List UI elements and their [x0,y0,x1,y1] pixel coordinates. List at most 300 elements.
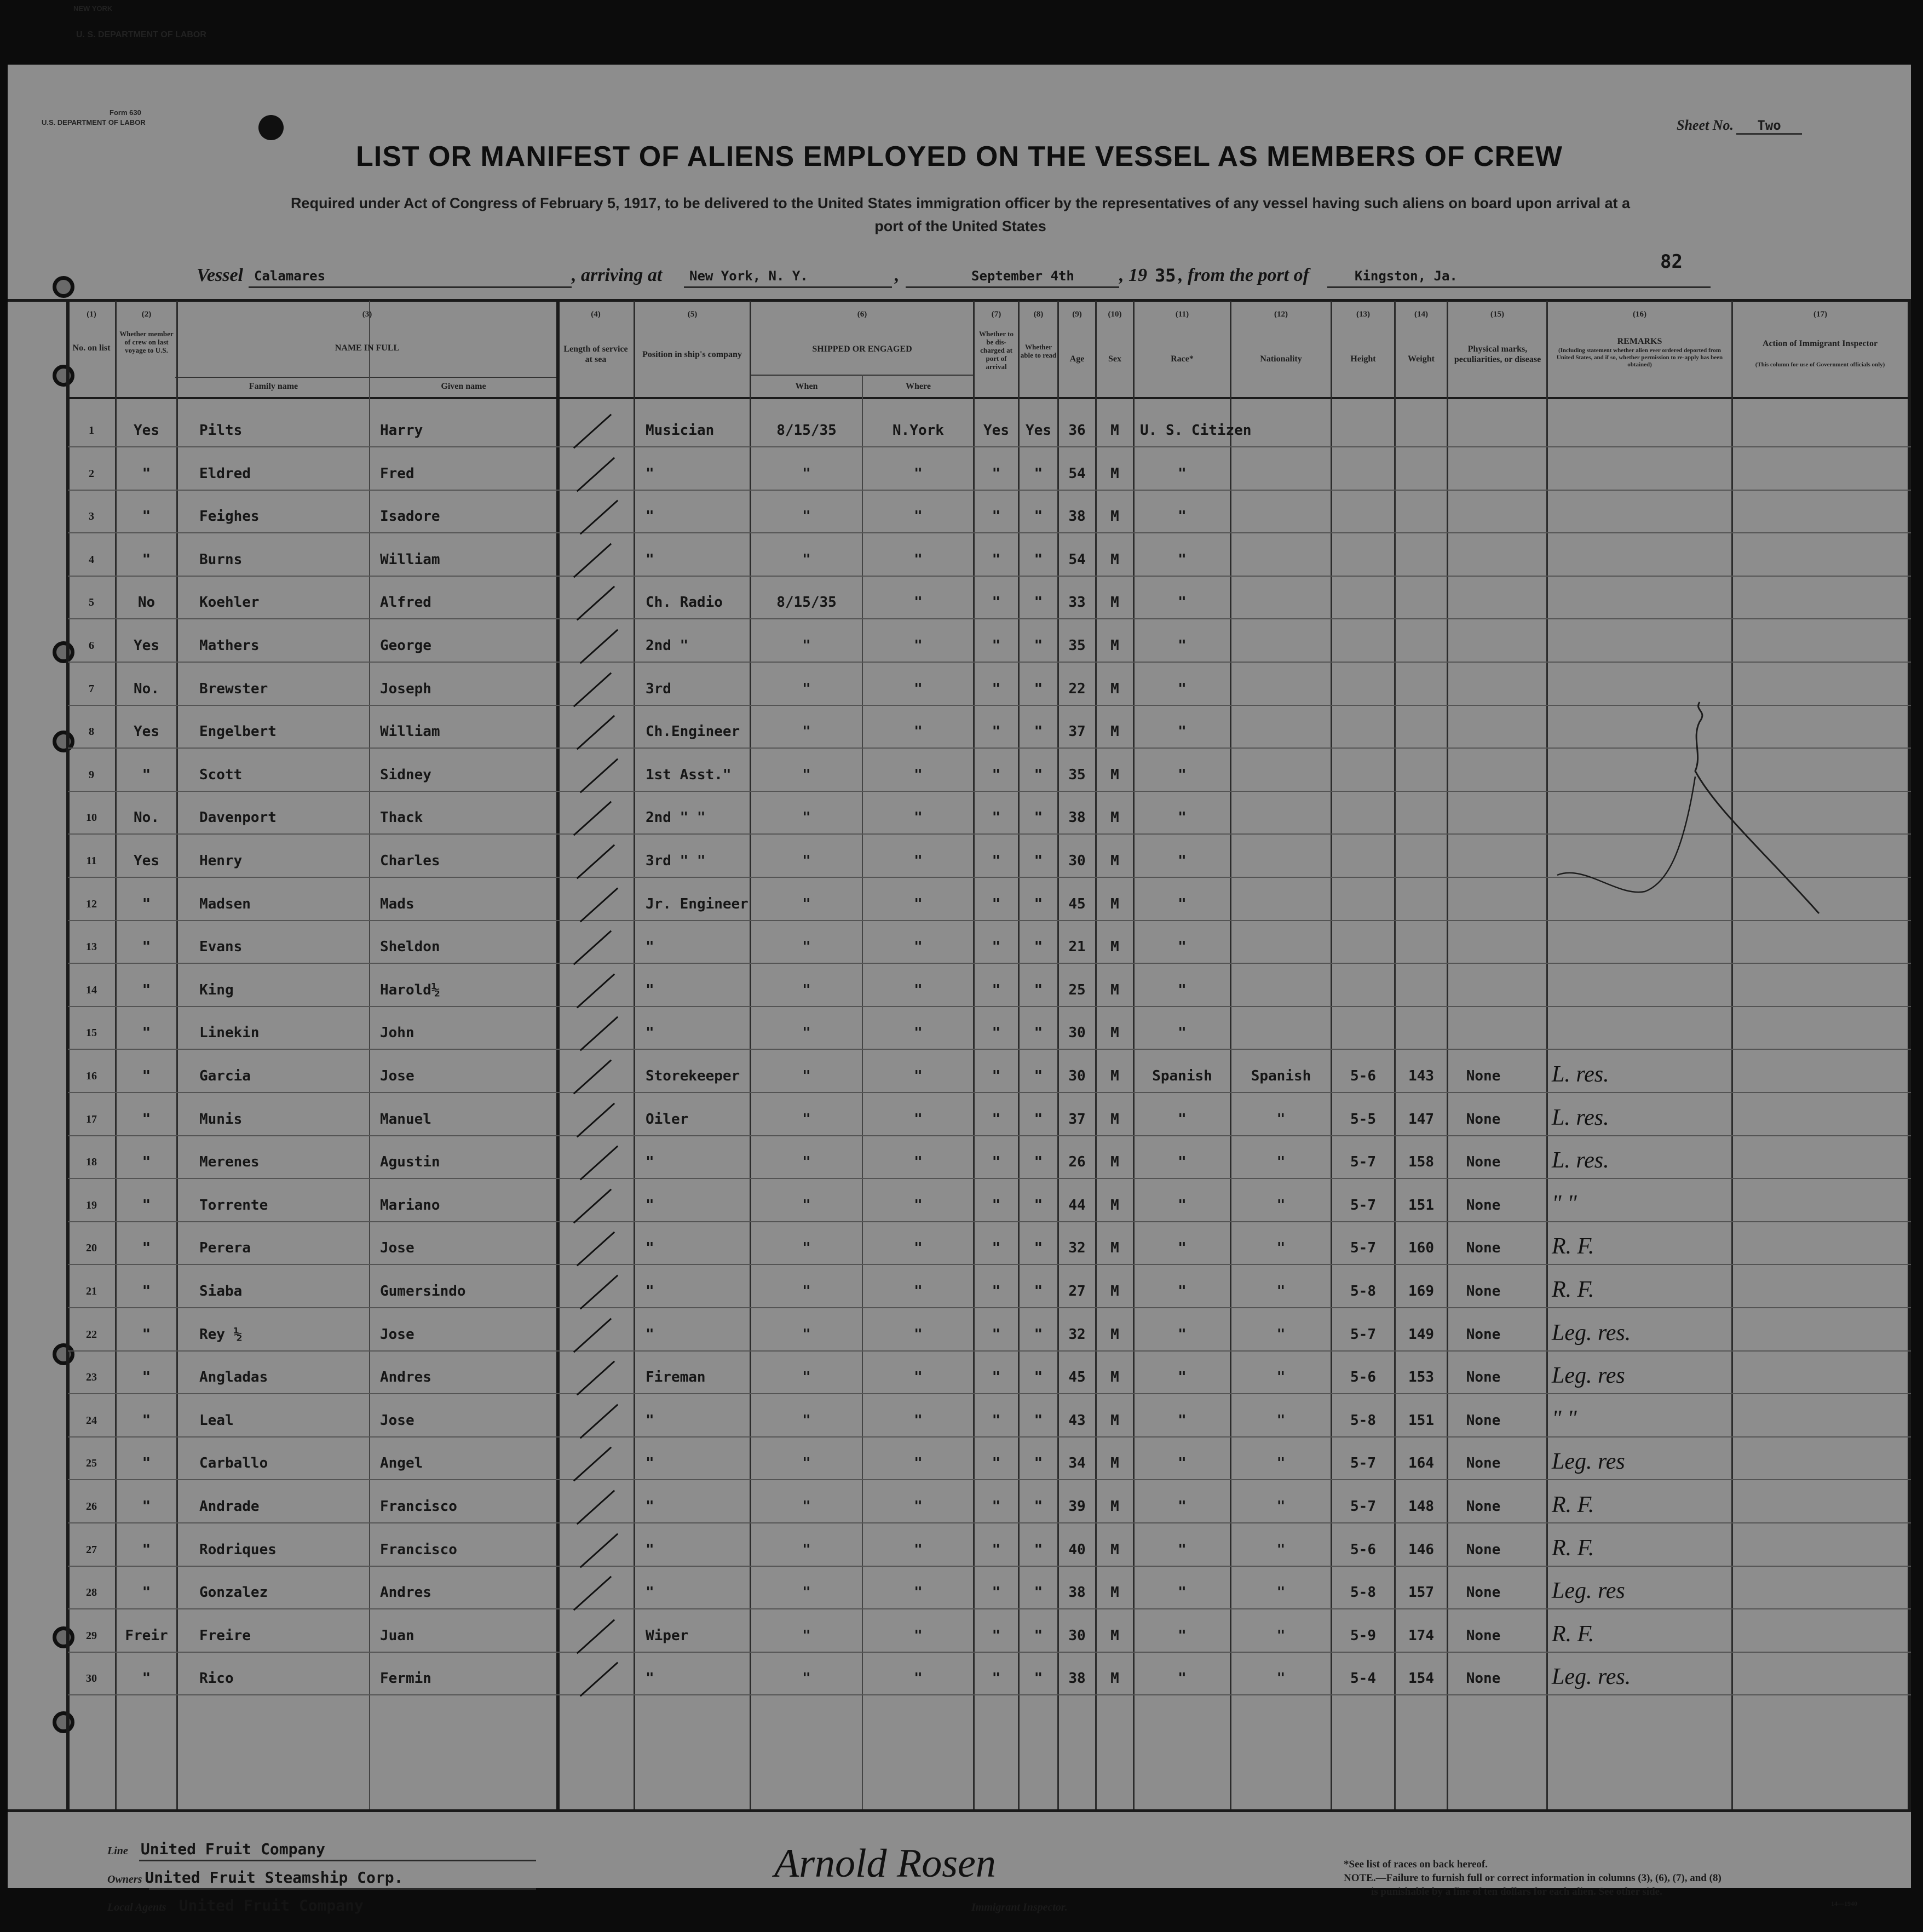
col-num: (7) [991,310,1001,319]
cell-family-name: King [199,982,234,998]
shipped-divider [750,375,973,376]
cell-discharged: " [992,1154,1001,1170]
page-number: 82 [1660,251,1683,273]
col-num: (2) [141,310,152,319]
footer-line-label: Line [107,1845,128,1857]
cell-shipped-where: " [914,1369,923,1385]
cell-nationality: " [1276,1542,1286,1558]
cell-able-to-read: " [1034,1498,1043,1515]
cell-given-name: Gumersindo [380,1283,466,1300]
cell-age: 37 [1068,1111,1086,1128]
cell-age: 34 [1068,1455,1086,1471]
cell-family-name: Siaba [199,1283,243,1300]
pen-scribble-icon [1552,689,1826,924]
col-num: (14) [1414,310,1428,319]
cell-row-number: 21 [86,1285,97,1297]
cell-shipped-when: " [802,1283,811,1300]
cell-height [1332,591,1394,613]
cell-race: " [1178,1111,1187,1128]
cell-position: 1st Asst." [646,767,732,783]
cell-age: 25 [1068,982,1086,998]
service-check-icon [577,974,615,1009]
header-bottom-rule [68,397,1911,399]
cell-remarks: Leg. res. [1552,1664,1631,1689]
cell-nationality [1231,764,1331,786]
cell-weight: 174 [1408,1628,1434,1644]
manifest-subtitle [106,192,1815,238]
cell-member-last-voyage: Yes [134,723,159,740]
sheet-number-label: Sheet No. [1677,117,1734,133]
cell-race: " [1178,1326,1187,1343]
cell-able-to-read: " [1034,1025,1043,1041]
service-check-icon [577,457,615,492]
cell-age: 35 [1068,637,1086,654]
footer-agents-row [107,1896,364,1914]
cell-family-name: Mathers [199,637,260,654]
cell-age: 45 [1068,1369,1086,1385]
cell-row-number: 22 [86,1329,97,1341]
vessel-label: Vessel [197,265,243,285]
cell-family-name: Feighes [199,508,260,525]
header-position: Position in ship's company [642,350,742,359]
cell-age: 54 [1068,465,1086,482]
cell-height [1332,1022,1394,1044]
cell-age: 30 [1068,853,1086,869]
cell-position: " [646,1240,654,1256]
inspector-signature: Arnold Rosen [774,1841,996,1886]
cell-shipped-when: " [802,1542,811,1558]
cell-physical-marks: None [1466,1584,1501,1601]
cell-position: " [646,1498,654,1515]
cell-discharged: " [992,1240,1001,1256]
cell-weight [1396,635,1447,657]
header-name-in-full: NAME IN FULL [335,343,400,353]
service-check-icon [580,500,618,535]
cell-position: 3rd " " [646,853,706,869]
col-num: (15) [1490,310,1504,319]
cell-shipped-where: " [914,939,923,955]
cell-race: " [1178,637,1187,654]
cell-member-last-voyage: " [142,1154,151,1170]
cell-given-name: Francisco [380,1542,457,1558]
cell-discharged: " [992,1326,1001,1343]
col-num: (9) [1072,310,1082,319]
cell-sex: M [1110,1025,1119,1041]
cell-nationality: " [1276,1283,1286,1300]
cell-position: " [646,1025,654,1041]
cell-member-last-voyage: Yes [134,637,159,654]
cell-able-to-read: " [1034,1455,1043,1471]
cell-weight: 148 [1408,1498,1434,1515]
cell-family-name: Koehler [199,594,260,611]
cell-able-to-read: " [1034,1283,1043,1300]
cell-sex: M [1110,465,1119,482]
cell-weight: 153 [1408,1369,1434,1385]
cell-row-number: 29 [86,1630,97,1642]
cell-height: 5-6 [1350,1068,1376,1084]
service-check-icon [580,629,618,664]
cell-physical-marks [1453,1022,1513,1044]
cell-discharged: " [992,1542,1001,1558]
cell-height [1332,635,1394,657]
cell-height: 5-4 [1350,1670,1376,1687]
note-penalty-2: is punishable by a fine of ten dollars for each alien. See other side. [1371,1886,1662,1898]
cell-able-to-read: " [1034,1369,1043,1385]
cell-age: 38 [1068,1670,1086,1687]
cell-family-name: Carballo [199,1455,268,1471]
cell-physical-marks [1453,807,1513,829]
cell-weight: 146 [1408,1542,1434,1558]
cell-shipped-when: " [802,1498,811,1515]
cell-member-last-voyage: " [142,939,151,955]
col-rule [634,301,635,1809]
cell-able-to-read: " [1034,1542,1043,1558]
cell-position: " [646,551,654,568]
cell-discharged: " [992,1111,1001,1128]
cell-able-to-read: " [1034,1628,1043,1644]
cell-nationality: " [1276,1326,1286,1343]
cell-physical-marks [1453,635,1513,657]
cell-age: 45 [1068,896,1086,912]
cell-given-name: Juan [380,1628,414,1644]
row-rule [68,576,1911,577]
cell-member-last-voyage: " [142,1542,151,1558]
cell-weight [1396,764,1447,786]
row-rule [68,1307,1911,1308]
cell-weight: 154 [1408,1670,1434,1687]
cell-height: 5-5 [1350,1111,1376,1128]
cell-row-number: 17 [86,1113,97,1125]
cell-discharged: " [992,594,1001,611]
service-check-icon [580,1275,618,1310]
cell-physical-marks: None [1466,1628,1501,1644]
cell-discharged: " [992,465,1001,482]
cell-member-last-voyage: " [142,1412,151,1429]
cell-weight: 157 [1408,1584,1434,1601]
cell-shipped-where: " [914,465,923,482]
cell-family-name: Torrente [199,1197,268,1214]
cell-weight [1396,936,1447,958]
cell-shipped-when: " [802,1455,811,1471]
cell-row-number: 11 [86,855,97,867]
cell-nationality [1231,505,1331,527]
cell-nationality [1231,678,1331,700]
cell-physical-marks [1453,591,1513,613]
header-sex: Sex [1108,354,1121,364]
cell-able-to-read: " [1034,1584,1043,1601]
cell-able-to-read: " [1034,1670,1043,1687]
cell-shipped-where: " [914,637,923,654]
header-when: When [795,382,818,391]
row-rule [68,1652,1911,1653]
year-value: 35 [1155,265,1176,286]
departure-port: Kingston, Ja. [1355,268,1458,284]
cell-family-name: Gonzalez [199,1584,268,1601]
cell-physical-marks [1453,505,1513,527]
cell-member-last-voyage: " [142,982,151,998]
cell-row-number: 1 [89,424,94,436]
cell-race: " [1178,551,1187,568]
cell-shipped-where: " [914,1670,923,1687]
cell-discharged: " [992,508,1001,525]
cell-family-name: Davenport [199,809,277,826]
col-num: (8) [1033,310,1044,319]
cell-able-to-read: " [1034,982,1043,998]
cell-weight [1396,678,1447,700]
cell-member-last-voyage: " [142,465,151,482]
cell-race: " [1178,1283,1187,1300]
cell-given-name: William [380,723,440,740]
cell-shipped-where: " [914,551,923,568]
cell-nationality [1231,979,1331,1001]
cell-position: " [646,1455,654,1471]
cell-sex: M [1110,422,1119,439]
cell-weight [1396,1022,1447,1044]
col-rule [556,301,560,1809]
cell-age: 40 [1068,1542,1086,1558]
cell-shipped-where: " [914,594,923,611]
cell-able-to-read: " [1034,809,1043,826]
cell-member-last-voyage: Yes [134,422,159,439]
cell-nationality: " [1276,1498,1286,1515]
cell-position: " [646,1326,654,1343]
service-check-icon [573,543,612,578]
cell-nationality [1231,591,1331,613]
cell-discharged: " [992,1283,1001,1300]
vessel-name: Calamares [254,268,326,284]
cell-physical-marks: None [1466,1197,1501,1214]
cell-sex: M [1110,767,1119,783]
cell-nationality [1231,549,1331,571]
cell-member-last-voyage: No. [134,809,159,826]
header-remarks-note: (Including statement whether alien ever ordered deported from United States, and if so, whether permission to re-apply has been obtained) [1556,347,1723,368]
cell-race: " [1178,896,1187,912]
note-races: *See list of races on back hereof. [1344,1859,1488,1870]
row-rule [68,1350,1911,1352]
cell-shipped-where: " [914,1283,923,1300]
cell-race: " [1178,809,1187,826]
cell-shipped-where: " [914,681,923,697]
cell-nationality: " [1276,1111,1286,1128]
cell-race: " [1178,1240,1187,1256]
cell-nationality [1231,419,1331,441]
row-rule [68,1006,1911,1007]
cell-row-number: 26 [86,1500,97,1513]
cell-age: 30 [1068,1068,1086,1084]
col-num: (11) [1175,310,1189,319]
cell-nationality [1231,635,1331,657]
cell-weight: 149 [1408,1326,1434,1343]
cell-discharged: " [992,939,1001,955]
service-check-icon [577,1103,615,1138]
cell-age: 36 [1068,422,1086,439]
cell-member-last-voyage: " [142,1670,151,1687]
cell-row-number: 30 [86,1672,97,1684]
cell-race: " [1178,1498,1187,1515]
cell-height: 5-7 [1350,1498,1376,1515]
cell-family-name: Madsen [199,896,251,912]
cell-discharged: " [992,1068,1001,1084]
cell-sex: M [1110,1111,1119,1128]
cell-able-to-read: " [1034,1068,1043,1084]
cell-race: Spanish [1152,1068,1212,1084]
cell-member-last-voyage: No. [134,681,159,697]
row-rule [68,446,1911,447]
cell-nationality: " [1276,1584,1286,1601]
cell-able-to-read: " [1034,1111,1043,1128]
row-rule [68,1608,1911,1609]
name-divider [175,377,556,378]
cell-row-number: 13 [86,941,97,953]
header-length-of-service: Length of service at sea [563,344,628,364]
cell-sex: M [1110,1455,1119,1471]
cell-discharged: " [992,809,1001,826]
cell-given-name: William [380,551,440,568]
cell-shipped-where: " [914,723,923,740]
cell-given-name: George [380,637,431,654]
cell-member-last-voyage: " [142,1111,151,1128]
service-check-icon [577,1619,615,1654]
cell-shipped-where: " [914,1197,923,1214]
cell-race: " [1178,1670,1187,1687]
service-check-icon [577,844,615,879]
cell-shipped-when: " [802,896,811,912]
cell-member-last-voyage: " [142,1068,151,1084]
footer-owners-label: Owners [107,1873,142,1885]
port-underline [1327,286,1711,288]
row-rule [68,963,1911,964]
cell-shipped-when: " [802,681,811,697]
cell-nationality: " [1276,1154,1286,1170]
cell-remarks: Leg. res. [1552,1320,1631,1346]
cell-position: " [646,1283,654,1300]
cell-shipped-where: " [914,1240,923,1256]
cell-age: 38 [1068,809,1086,826]
cell-position: " [646,982,654,998]
cell-physical-marks [1453,764,1513,786]
cell-family-name: Scott [199,767,243,783]
cell-member-last-voyage: " [142,1326,151,1343]
cell-discharged: Yes [983,422,1009,439]
cell-given-name: Fred [380,465,414,482]
cell-row-number: 23 [86,1371,97,1383]
table-bottom-rule [8,1809,1911,1812]
cell-nationality [1231,1022,1331,1044]
cell-weight [1396,807,1447,829]
cell-age: 38 [1068,508,1086,525]
cell-family-name: Rico [199,1670,234,1687]
cell-nationality: " [1276,1412,1286,1429]
stamp-dot-icon [258,115,284,140]
footer-owners-underline [149,1888,536,1890]
cell-given-name: Sidney [380,767,431,783]
header-weight: Weight [1408,354,1435,364]
cell-remarks: R. F. [1552,1234,1594,1259]
cell-family-name: Merenes [199,1154,260,1170]
cell-weight [1396,463,1447,485]
row-rule [68,490,1911,491]
header-action-of-inspector: Action of Immigrant Inspector [1762,339,1878,348]
cell-member-last-voyage: " [142,1369,151,1385]
header-member-last-voyage: Whether member of crew on last voyage to U.S. [119,330,174,354]
cell-sex: M [1110,1670,1119,1687]
cell-physical-marks: None [1466,1369,1501,1385]
cell-height [1332,505,1394,527]
cell-able-to-read: " [1034,508,1043,525]
cell-able-to-read: " [1034,1197,1043,1214]
cell-discharged: " [992,982,1001,998]
cell-member-last-voyage: " [142,508,151,525]
cell-weight [1396,979,1447,1001]
cell-height [1332,549,1394,571]
cell-member-last-voyage: " [142,1584,151,1601]
cell-height: 5-8 [1350,1283,1376,1300]
cell-weight [1396,549,1447,571]
cell-race: " [1178,681,1187,697]
cell-physical-marks [1453,419,1513,441]
cell-shipped-where: N.York [893,422,944,439]
cell-sex: M [1110,551,1119,568]
cell-race: " [1178,465,1187,482]
cell-family-name: Linekin [199,1025,260,1041]
binder-hole-icon [53,276,74,298]
row-rule [68,532,1911,533]
row-rule [68,1436,1911,1438]
cell-physical-marks [1453,549,1513,571]
cell-sex: M [1110,896,1119,912]
cell-family-name: Brewster [199,681,268,697]
cell-position: " [646,1542,654,1558]
cell-weight: 164 [1408,1455,1434,1471]
cell-given-name: Sheldon [380,939,440,955]
cell-given-name: Thack [380,809,423,826]
cell-shipped-where: " [914,767,923,783]
col-rule [1908,301,1911,1809]
cell-discharged: " [992,551,1001,568]
header-nationality: Nationality [1260,354,1302,364]
cell-family-name: Rey ½ [199,1326,243,1343]
cell-weight: 147 [1408,1111,1434,1128]
cell-weight [1396,419,1447,441]
cell-race: " [1178,723,1187,740]
col-num: (12) [1274,310,1288,319]
cell-sex: M [1110,853,1119,869]
footer-line-value: United Fruit Company [140,1840,326,1858]
cell-nationality: " [1276,1628,1286,1644]
cell-given-name: Charles [380,853,440,869]
header-no-on-list: No. on list [72,343,111,353]
cell-physical-marks [1453,936,1513,958]
subtitle-line-1: Required under Act of Congress of February 5, 1917, to be delivered to the United States immigration officer by the representatives of any vessel having such aliens on board upon arrival at a [290,195,1631,211]
cell-family-name: Engelbert [199,723,277,740]
cell-physical-marks: None [1466,1455,1501,1471]
header-age: Age [1069,354,1085,364]
cell-shipped-where: " [914,1412,923,1429]
cell-position: Jr. Engineer [646,896,749,912]
cell-given-name: Jose [380,1240,414,1256]
cell-remarks: L. res. [1552,1105,1609,1130]
cell-race: " [1178,1025,1187,1041]
row-rule [68,1221,1911,1222]
cell-row-number: 9 [89,769,94,781]
cell-race: " [1178,1584,1187,1601]
cell-height [1332,979,1394,1001]
cell-nationality: " [1276,1369,1286,1385]
col-num: (5) [687,310,698,319]
cell-sex: M [1110,637,1119,654]
cell-shipped-when: " [802,508,811,525]
cell-able-to-read: " [1034,723,1043,740]
